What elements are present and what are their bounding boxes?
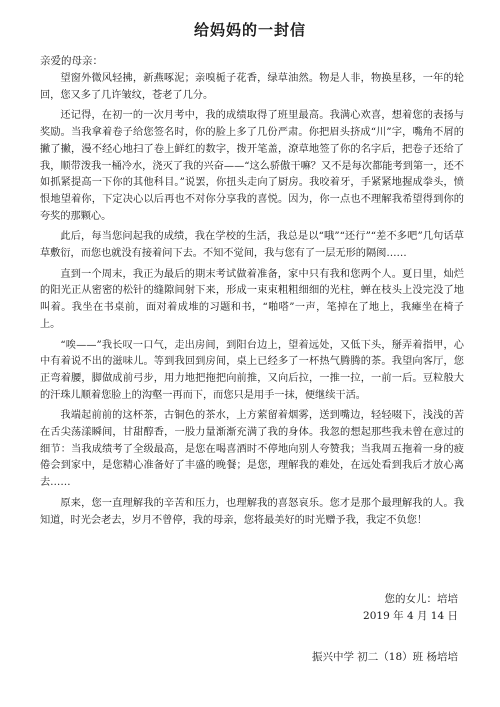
signature: 您的女儿：培培 — [384, 593, 458, 605]
salutation: 亲爱的母亲： — [40, 55, 103, 67]
paragraph-6: 我端起前前的这杯茶，古铜色的茶水，上方萦留着烟雾，送到嘴边，轻轻啜下，浅浅的苦在舌尖荡漾瞬间，甘甜醇香，一股力量渐渐充满了我的身体。我忽的想起那些我未曾在意过的细节：当我成绩考了全级最高，是您在喝喜酒时不停地向别人夸赞我；当我周五拖着一身的疲倦会到家中，是您精心准备好了丰盛的晚餐；是您，理解我的难处，在远处看到我后才放心离去…… — [40, 410, 464, 489]
paragraph-2: 还记得，在初一的一次月考中，我的成绩取得了班里最高。我满心欢喜，想着您的表扬与奖励。当我拿着卷子给您签名时，你的脸上多了几份严肃。你把眉头挤成“川”字，嘴角不屑的撇了撇，漫不经心地扫了卷上鲜红的数字，拨开笔盖，潦草地签了你的名字后，把卷子还给了我，顺带泼我一桶冷水，浇灭了我的兴奋——“这么骄傲干嘛？又不是每次都能考到第一，还不如抓紧提高一下你的其他科目。”说罢，你扭头走向了厨房。我咬着牙，手紧紧地握成拳头，愤恨地望着你，下定决心以后再也不对你分享我的喜悦。因为，你一点也不理解我希望得到你的夸奖的那颗心。 — [40, 110, 464, 222]
letter-body — [40, 71, 464, 533]
letter-title: 给妈妈的一封信 — [193, 21, 306, 39]
paragraph-5: “唉——”我长叹一口气，走出房间，到阳台边上，望着远处，又低下头，掰弄着指甲，心中有着说不出的滋味儿。等到我回到房间，桌上已经多了一杯热气腾腾的茶。我望向客厅，您正弯着腰，脚做成前弓步，用力地把拖把向前推，又向后拉，一推一拉，一前一后。豆粒般大的汗珠儿顺着您脸上的沟壑一再而下，而您只是用手一抹，便继续干活。 — [40, 339, 464, 401]
letter-date: 2019 年 4 月 14 日 — [363, 610, 458, 622]
paragraph-1: 望窗外微风轻拂，新燕啄泥；亲嗅栀子花香，绿草油然。物是人非，物换星移，一年的轮回，您又多了几许皱纹，苍老了几分。 — [40, 73, 464, 101]
paragraph-4: 直到一个周末，我正为最后的期末考试做着准备，家中只有我和您两个人。夏日里，灿烂的阳光正从密密的松针的缝隙间射下来，形成一束束粗粗细细的光柱，蝉在枝头上没完没了地叫着。我坐在书桌前，面对着成堆的习题和书，“啪嗒”一声，笔掉在了地上，我瘫坐在椅子上。 — [40, 268, 464, 330]
paragraph-3: 此后，每当您问起我的成绩，我在学校的生活，我总是以“哦”“还行”“差不多吧”几句话草草敷衍，而您也就没有接着问下去。不知不觉间，我与您有了一层无形的隔阂…… — [40, 231, 464, 260]
paragraph-7: 原来，您一直理解我的辛苦和压力，也理解我的喜怒哀乐。您才是那个最理解我的人。我知道，时光会老去，岁月不曾停，我的母亲，您将最美好的时光赠予我，我定不负您！ — [40, 497, 464, 526]
school-class-line: 振兴中学 初二（18）班 杨培培 — [311, 651, 458, 663]
